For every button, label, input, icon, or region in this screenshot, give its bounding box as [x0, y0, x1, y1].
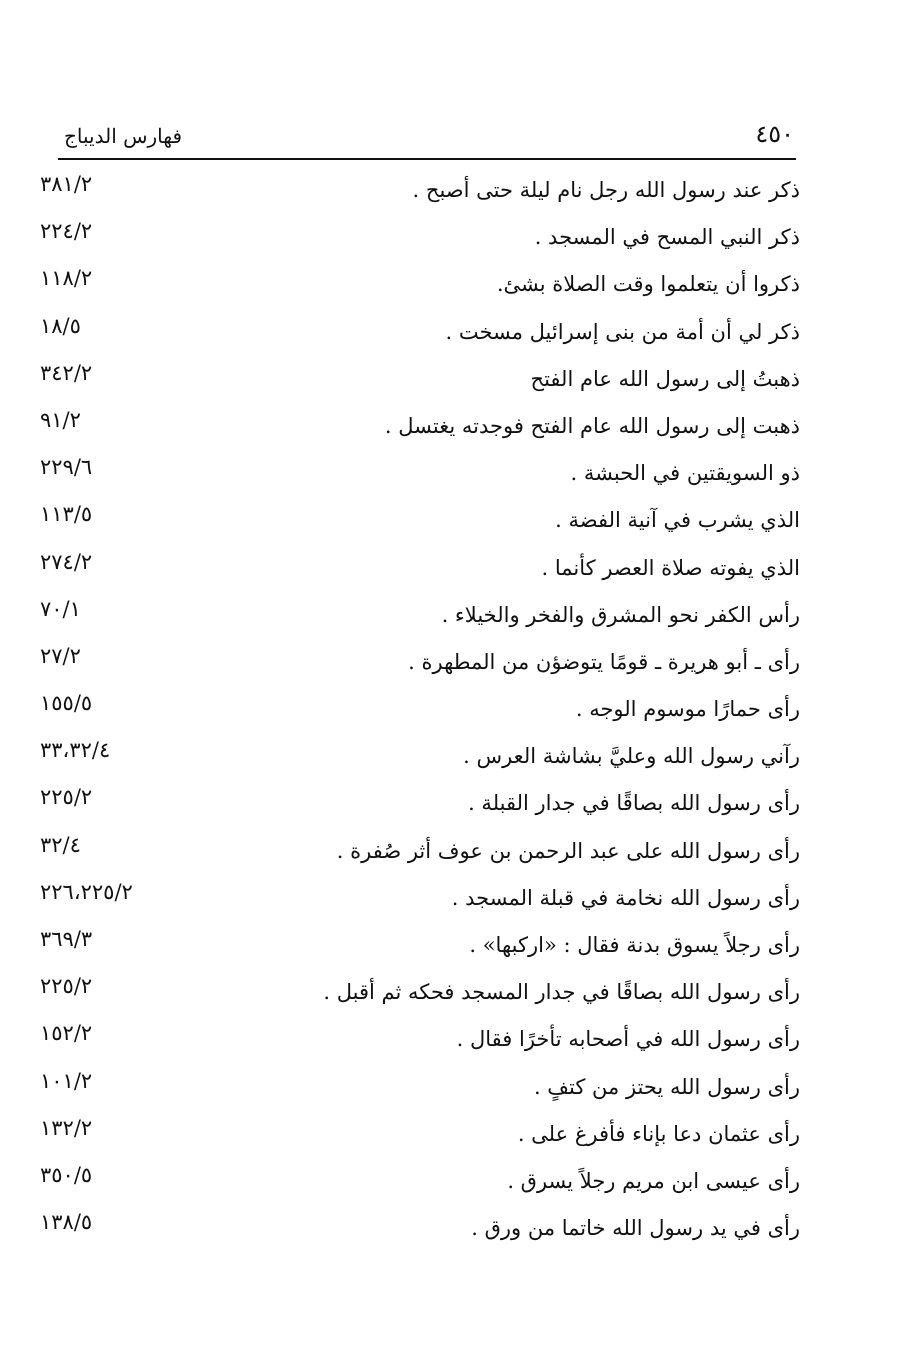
entry-reference: ١٣٨/٥	[40, 1210, 93, 1235]
index-entry	[40, 357, 800, 404]
index-entry	[40, 876, 800, 923]
index-entry	[40, 687, 800, 734]
entry-text: رأى رسول الله على عبد الرحمن بن عوف أثر صُفرة .	[336, 838, 800, 863]
entry-text: ذكر عند رسول الله رجل نام ليلة حتى أصبح .	[412, 178, 800, 202]
entry-reference: ١٨/٥	[40, 313, 81, 338]
index-entry	[40, 1112, 800, 1159]
index-entry	[40, 923, 800, 970]
entry-reference: ٣٢/٤	[40, 832, 81, 857]
entry-reference: ٣٣،٣٢/٤	[40, 738, 111, 763]
entry-text: الذي يشرب في آنية الفضة .	[555, 508, 800, 533]
entry-text: رأى ـ أبو هريرة ـ قومًا يتوضؤن من المطهرة .	[408, 649, 800, 674]
entry-text: رأس الكفر نحو المشرق والفخر والخيلاء .	[441, 602, 800, 627]
entry-text: الذي يفوته صلاة العصر كأنما .	[541, 555, 800, 580]
entry-reference: ٩١/٢	[40, 407, 81, 432]
header-divider	[58, 158, 796, 160]
entry-reference: ٣٦٩/٣	[40, 927, 93, 951]
entry-reference: ١١٣/٥	[40, 502, 93, 527]
index-entry	[40, 262, 800, 309]
entry-reference: ٢٢٤/٢	[40, 219, 93, 244]
index-entry	[40, 1017, 800, 1064]
entry-text: ذكروا أن يتعلموا وقت الصلاة بشئ.	[496, 272, 800, 297]
entry-text: رأى في يد رسول الله خاتما من ورق .	[471, 1216, 800, 1241]
entry-text: رآني رسول الله وعليَّ بشاشة العرس .	[463, 744, 800, 769]
entry-reference: ٢٢٥/٢	[40, 974, 93, 999]
entry-reference: ٢٢٦،٢٢٥/٢	[40, 879, 133, 904]
entry-text: ذكر النبي المسح في المسجد .	[534, 225, 800, 250]
index-entry	[40, 734, 800, 781]
entry-text: رأى حمارًا موسوم الوجه .	[575, 697, 800, 722]
index-entry	[40, 1065, 800, 1112]
index-entry	[40, 1206, 800, 1253]
page-header	[58, 118, 796, 160]
index-entry	[40, 640, 800, 687]
entry-reference: ٣٤٢/٢	[40, 360, 93, 385]
index-entries	[40, 168, 800, 1253]
entry-reference: ١١٨/٢	[40, 266, 93, 291]
index-entry	[40, 593, 800, 640]
index-entry	[40, 168, 800, 215]
index-entry	[40, 451, 800, 498]
entry-text: رأى رجلاً يسوق بدنة فقال : «اركبها» .	[469, 933, 800, 957]
entry-text: رأى عثمان دعا بإناء فأفرغ على .	[517, 1121, 800, 1146]
entry-reference: ٢٢٩/٦	[40, 455, 93, 480]
running-title: فهارس الديباج	[64, 124, 183, 148]
index-entry	[40, 215, 800, 262]
entry-text: رأى رسول الله في أصحابه تأخرًا فقال .	[456, 1027, 800, 1052]
entry-text: رأى رسول الله بصاقًا في جدار القبلة .	[468, 791, 800, 816]
entry-reference: ٣٨١/٢	[40, 172, 93, 196]
entry-text: رأى رسول الله يحتز من كتفٍ .	[533, 1074, 800, 1099]
entry-reference: ٢٢٥/٢	[40, 785, 93, 810]
entry-text: رأى رسول الله نخامة في قبلة المسجد .	[451, 885, 800, 910]
page-number: ٤٥٠	[755, 120, 794, 148]
entry-reference: ٢٧٤/٢	[40, 549, 93, 574]
entry-text: ذهبتُ إلى رسول الله عام الفتح	[530, 366, 800, 391]
index-entry	[40, 1159, 800, 1206]
entry-reference: ١٣٢/٢	[40, 1115, 93, 1140]
entry-text: رأى عيسى ابن مريم رجلاً يسرق .	[507, 1168, 800, 1193]
entry-reference: ٢٧/٢	[40, 643, 81, 668]
entry-reference: ٣٥٠/٥	[40, 1162, 93, 1187]
entry-text: ذكر لي أن أمة من بنى إسرائيل مسخت .	[445, 319, 800, 344]
entry-text: رأى رسول الله بصاقًا في جدار المسجد فحكه ثم أقبل .	[323, 980, 800, 1005]
entry-reference: ١٥٢/٢	[40, 1021, 93, 1046]
index-entry	[40, 498, 800, 545]
index-entry	[40, 829, 800, 876]
index-entry	[40, 310, 800, 357]
entry-reference: ١٠١/٢	[40, 1068, 93, 1093]
index-entry	[40, 404, 800, 451]
index-entry	[40, 546, 800, 593]
entry-text: ذهبت إلى رسول الله عام الفتح فوجدته يغتسل .	[384, 413, 800, 438]
entry-reference: ١٥٥/٥	[40, 691, 93, 716]
entry-reference: ٧٠/١	[40, 596, 81, 621]
index-entry	[40, 970, 800, 1017]
entry-text: ذو السويقتين في الحبشة .	[570, 461, 800, 486]
index-entry	[40, 781, 800, 828]
